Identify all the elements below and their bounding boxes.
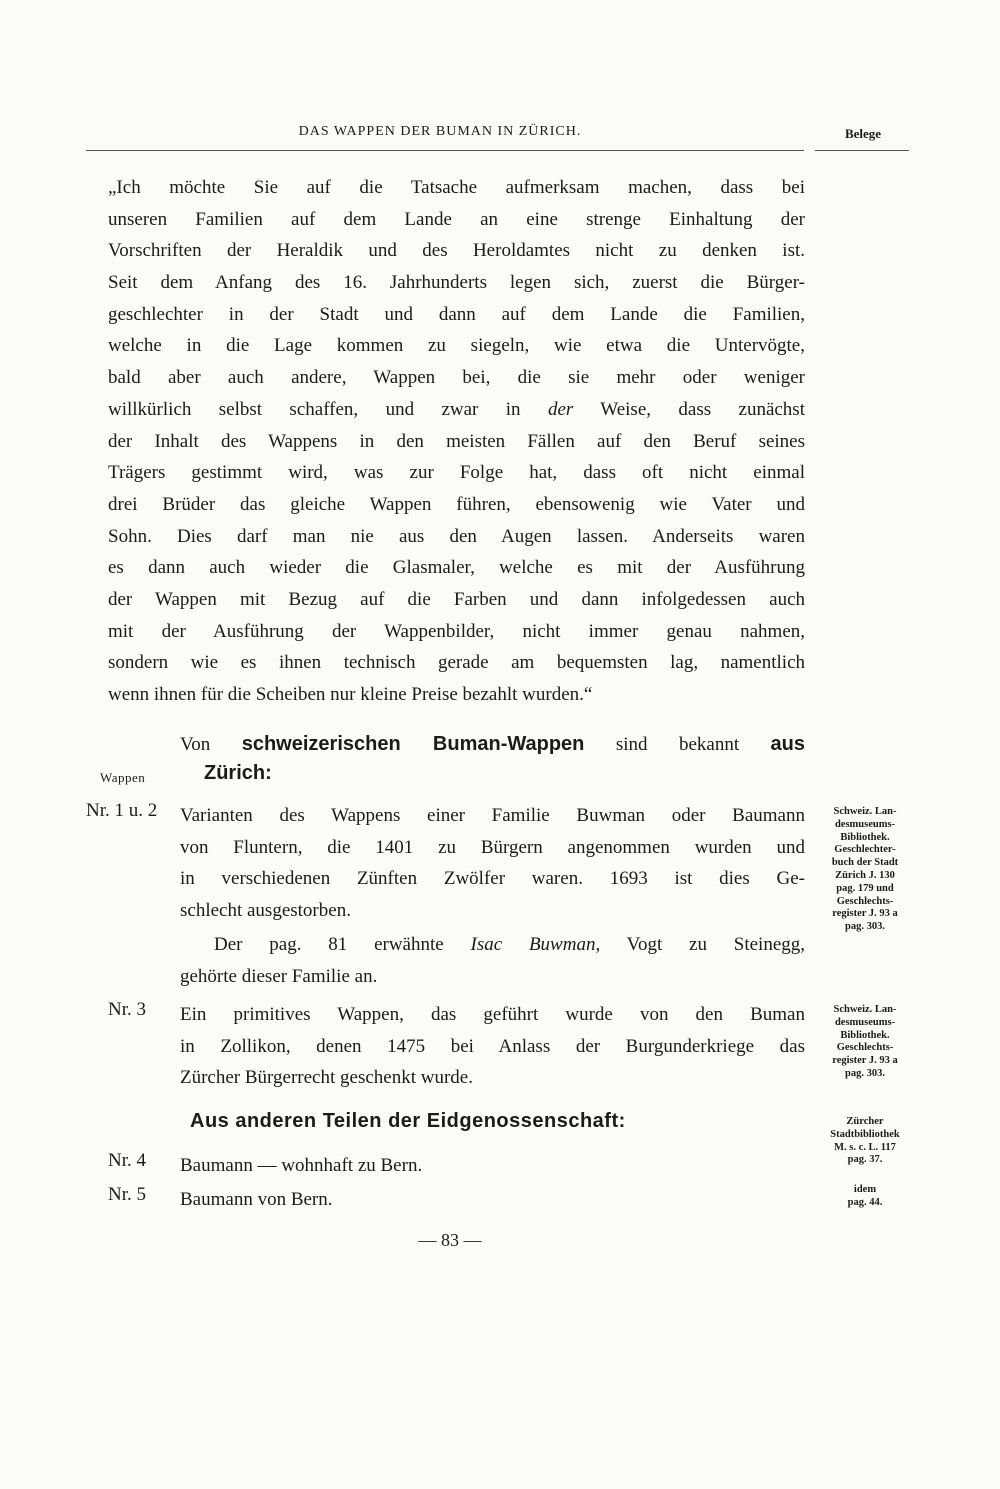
quote-line: „Ich möchte Sie auf die Tatsache aufmerksam machen, dass bei [108, 177, 805, 198]
entry-number: Nr. 1 u. 2 [86, 800, 158, 821]
italic-name: Isac Buwman, [470, 934, 601, 955]
source-line: Schweiz. Lan- [833, 1004, 897, 1015]
quote-line: der Wappen mit Bezug auf die Farben und dann infolgedessen auch [108, 588, 805, 610]
source-line: Geschlechts- [836, 895, 894, 907]
page-number: — 83 — [418, 1230, 482, 1250]
source-note [814, 1004, 916, 1081]
entry-line: in verschiedenen Zünften Zwölfer waren. 1693 ist dies Ge- [180, 868, 805, 890]
quote-line: mit der Ausführung der Wappenbilder, nicht immer genau nahmen, [108, 620, 805, 642]
entry-number: Nr. 4 [108, 1150, 146, 1171]
source-note [814, 1184, 916, 1210]
intro-bold-title: schweizerischen Buman-Wappen [241, 733, 585, 755]
source-line: Bibliothek. [840, 1029, 890, 1041]
quote-line: wenn ihnen für die Scheiben nur kleine Preise bezahlt wurden.“ [108, 684, 593, 705]
quote-line: drei Brüder das gleiche Wappen führen, ebensowenig wie Vater und [108, 493, 805, 515]
intro-bold-aus: aus [770, 733, 806, 755]
quote-line-italic [108, 394, 805, 426]
source-line: pag. 303. [845, 921, 885, 933]
source-line: desmuseums- [834, 1016, 896, 1028]
quote-line: geschlechter in der Stadt und dann auf dem Lande die Familien, [108, 303, 805, 325]
entry-line: Ein primitives Wappen, das geführt wurde von den Buman [180, 1004, 805, 1025]
entry-text [180, 800, 805, 927]
source-line: register J. 93 a [832, 1055, 898, 1067]
intro-prefix: Von [180, 734, 211, 755]
quote-line: der Inhalt des Wappens in den meisten Fällen auf den Beruf seines [108, 430, 805, 452]
source-line: pag. 37. [847, 1154, 883, 1166]
source-note [814, 1116, 916, 1167]
quote-line: Vorschriften der Heraldik und des Heroldamtes nicht zu denken ist. [108, 240, 805, 262]
source-line: Zürich J. 130 [835, 869, 895, 881]
entry-text: Baumann — wohnhaft zu Bern. [180, 1155, 423, 1176]
quote-line-part: willkürlich selbst schaffen, und zwar in [108, 398, 548, 420]
margin-title: Belege [844, 126, 882, 141]
source-line: pag. 303. [845, 1067, 885, 1079]
entry-number: Nr. 3 [108, 999, 146, 1020]
source-line: Zürcher [846, 1116, 884, 1127]
entry-line: in Zollikon, denen 1475 bei Anlass der Burgunderkriege das [180, 1035, 805, 1057]
source-line: Geschlechts- [836, 1042, 894, 1054]
intro-line [180, 733, 805, 756]
entry-line [180, 929, 805, 961]
intro-middle: sind bekannt [615, 734, 740, 755]
source-line: Geschlechter- [834, 844, 896, 856]
wappen-label: Wappen [100, 770, 146, 785]
entry-number: Nr. 5 [108, 1184, 146, 1205]
source-line: Stadtbibliothek [830, 1128, 900, 1140]
quote-line: es dann auch wieder die Glasmaler, welche es mit der Ausführung [108, 557, 805, 579]
source-line: pag. 44. [847, 1196, 883, 1208]
zurich-heading: Zürich: [204, 762, 272, 784]
entry-text: Baumann von Bern. [180, 1189, 333, 1210]
entry-line: schlecht ausgestorben. [180, 900, 351, 922]
italic-word: der [547, 398, 574, 420]
quote-line: Seit dem Anfang des 16. Jahrhunderts legen sich, zuerst die Bürger- [108, 272, 805, 294]
quote-line: unseren Familien auf dem Lande an eine strenge Einhaltung der [108, 208, 805, 230]
section-heading: Aus anderen Teilen der Eidgenossenschaft: [190, 1110, 626, 1132]
quote-line-part: Weise, dass zunächst [573, 398, 805, 420]
sub-after: Vogt zu Steinegg, [600, 934, 806, 955]
running-title: DAS WAPPEN DER BUMAN IN ZÜRICH. [298, 124, 582, 139]
quote-line: Sohn. Dies darf man nie aus den Augen lassen. Anderseits waren [108, 525, 805, 547]
entry-text [180, 999, 805, 1094]
source-line: pag. 179 und [836, 882, 894, 894]
source-line: M. s. c. L. 117 [834, 1141, 896, 1153]
source-line: idem [853, 1184, 877, 1195]
quote-line: welche in die Lage kommen zu siegeln, wie etwa die Untervögte, [108, 335, 805, 357]
entry-line: Zürcher Bürgerrecht geschenkt wurde. [180, 1067, 473, 1089]
header-rule [86, 150, 804, 151]
entry-line: von Fluntern, die 1401 zu Bürgern angenommen wurden und [180, 836, 805, 858]
source-line: desmuseums- [834, 818, 896, 830]
source-line: Schweiz. Lan- [833, 806, 897, 817]
entry-line: gehörte dieser Familie an. [180, 965, 378, 987]
source-line: register J. 93 a [832, 908, 898, 920]
entry-line: Varianten des Wappens einer Familie Buwman oder Baumann [180, 805, 805, 826]
quote-paragraph [108, 172, 805, 711]
entry-subparagraph [180, 929, 805, 992]
source-line: Bibliothek. [840, 831, 890, 843]
margin-header-rule [815, 150, 909, 151]
quote-line: sondern wie es ihnen technisch gerade am bequemsten lag, namentlich [108, 652, 805, 674]
source-line: buch der Stadt [831, 857, 899, 869]
sub-before: Der pag. 81 erwähnte [214, 934, 471, 955]
quote-line: bald aber auch andere, Wappen bei, die sie mehr oder weniger [108, 367, 805, 389]
quote-line: Trägers gestimmt wird, was zur Folge hat, dass oft nicht einmal [108, 462, 805, 484]
source-note [814, 806, 916, 934]
